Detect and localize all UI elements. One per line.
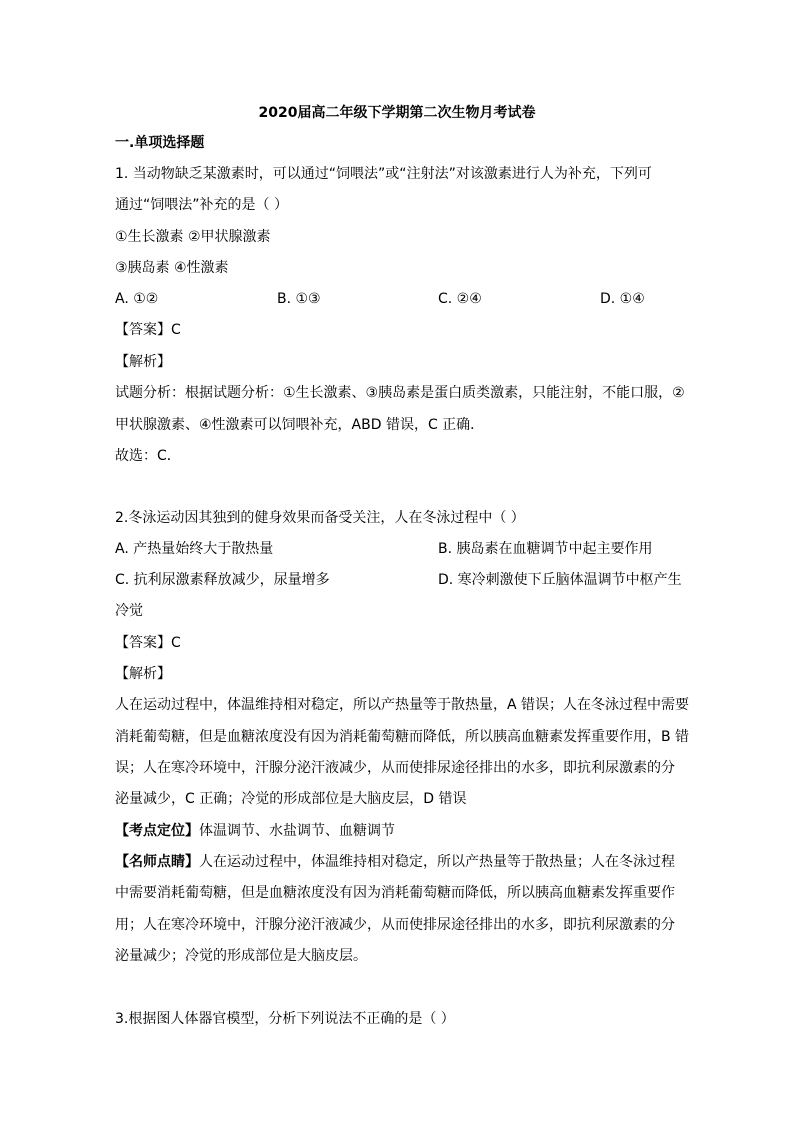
q2-mingshi-line3: 用；人在寒冷环境中，汗腺分泌汗液减少，从而使排尿途径排出的水多，即抗利尿激素的分 bbox=[115, 917, 675, 933]
q1-analysis-line2: 甲状腺激素、④性激素可以饲喂补充，ABD 错误，C 正确． bbox=[115, 417, 485, 433]
q1-stem-line1: 1. 当动物缺乏某激素时，可以通过“饲喂法”或“注射法”对该激素进行人为补充，下列可 bbox=[115, 166, 652, 182]
q1-analysis-line3: 故选：C． bbox=[115, 448, 181, 464]
q2-option-d: D. 寒冷刺激使下丘脑体温调节中枢产生 bbox=[438, 572, 682, 588]
q2-kaodian-text: 体温调节、水盐调节、血糖调节 bbox=[199, 823, 395, 839]
q2-analysis-line1: 人在运动过程中，体温维持相对稳定，所以产热量等于散热量，A 错误；人在冬泳过程中需要 bbox=[115, 697, 690, 713]
q2-mingshi-line2: 中需要消耗葡萄糖，但是血糖浓度没有因为消耗葡萄糖而降低，所以胰高血糖素发挥重要作 bbox=[115, 885, 675, 901]
q2-analysis-heading: 【解析】 bbox=[115, 666, 171, 682]
q2-answer: 【答案】C bbox=[115, 635, 181, 651]
q1-answer: 【答案】C bbox=[115, 322, 181, 338]
q1-stem-line2: 通过“饲喂法”补充的是（ ） bbox=[115, 197, 288, 213]
q2-mingshi-label: 【名师点睛】 bbox=[115, 854, 199, 870]
q2-analysis-line2: 消耗葡萄糖，但是血糖浓度没有因为消耗葡萄糖而降低，所以胰高血糖素发挥重要作用，B 错 bbox=[115, 729, 690, 745]
q2-option-b: B. 胰岛素在血糖调节中起主要作用 bbox=[438, 541, 653, 557]
q2-mingshi-line4: 泌量减少；冷觉的形成部位是大脑皮层。 bbox=[115, 948, 367, 964]
q2-kaodian-label: 【考点定位】 bbox=[115, 823, 199, 839]
q3-stem: 3.根据图人体器官模型，分析下列说法不正确的是（ ） bbox=[115, 1011, 455, 1027]
q2-analysis-line4: 泌量减少，C 正确；冷觉的形成部位是大脑皮层，D 错误 bbox=[115, 791, 467, 807]
q2-kaodian bbox=[115, 821, 395, 841]
q2-option-c: C. 抗利尿激素释放减少，尿量增多 bbox=[115, 572, 330, 588]
section-heading: 一.单项选择题 bbox=[115, 135, 205, 151]
q2-option-d-continued: 冷觉 bbox=[115, 603, 143, 619]
q1-items-line2: ③胰岛素 ④性激素 bbox=[115, 260, 229, 276]
q2-analysis-line3: 误；人在寒冷环境中，汗腺分泌汗液减少，从而使排尿途径排出的水多，即抗利尿激素的分 bbox=[115, 760, 675, 776]
document-title: 2020届高二年级下学期第二次生物月考试卷 bbox=[258, 105, 536, 121]
q1-option-b: B. ①③ bbox=[277, 291, 321, 307]
q1-option-a: A. ①② bbox=[115, 291, 159, 307]
q2-option-a: A. 产热量始终大于散热量 bbox=[115, 541, 274, 557]
q1-option-c: C. ②④ bbox=[438, 291, 482, 307]
q1-option-d: D. ①④ bbox=[600, 291, 645, 307]
q2-mingshi-text: 人在运动过程中，体温维持相对稳定，所以产热量等于散热量；人在冬泳过程 bbox=[199, 854, 675, 870]
q2-stem: 2.冬泳运动因其独到的健身效果而备受关注，人在冬泳过程中（ ） bbox=[115, 510, 525, 526]
q1-items-line1: ①生长激素 ②甲状腺激素 bbox=[115, 229, 271, 245]
q2-mingshi-line1 bbox=[115, 852, 675, 872]
q1-analysis-line1: 试题分析：根据试题分析：①生长激素、③胰岛素是蛋白质类激素，只能注射，不能口服，② bbox=[115, 385, 685, 401]
q1-analysis-heading: 【解析】 bbox=[115, 354, 171, 370]
